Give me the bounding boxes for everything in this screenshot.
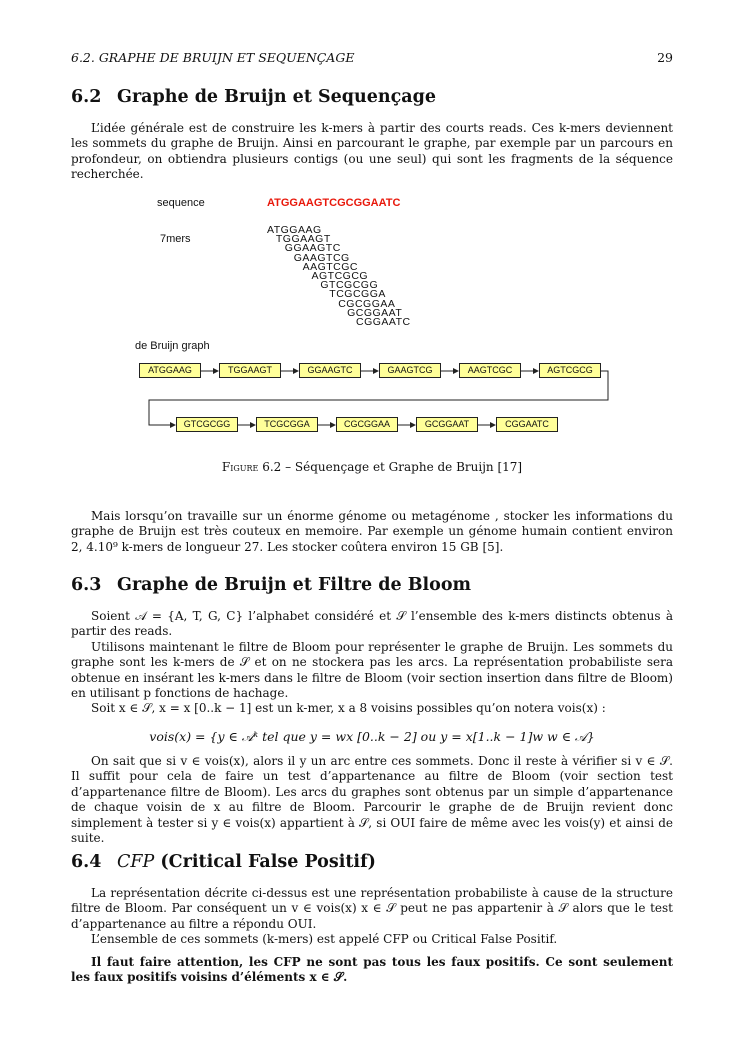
kmer-cgcggaa: CGCGGAA	[338, 297, 396, 310]
running-header-title: 6.2. GRAPHE DE BRUIJN ET SEQUENÇAGE	[71, 50, 355, 65]
section-title: Graphe de Bruijn et Sequençage	[117, 87, 436, 107]
figure-caption	[71, 460, 673, 474]
equation-vois: vois(x) = {y ∈ 𝒜ᵏ tel que y = wx [0..k − 2] ou y = x[1..k − 1]w w ∈ 𝒜}	[149, 729, 595, 744]
graph-node-tcgcgga: TCGCGGA	[256, 417, 318, 432]
paragraph-memory: Mais lorsqu’on travaille sur un énorme génome ou metagénome , stocker les informations du graphe de Bruijn est très couteux en memoire. Par exemple un génome humain contient environ 2, 4.10⁹ k-mers de longueur 27. Les stocker coûtera environ 15 GB [5].	[71, 509, 673, 554]
section-title: Graphe de Bruijn et Filtre de Bloom	[117, 575, 472, 595]
section-title: (Critical False Positif)	[154, 852, 376, 872]
graph-node-cggaatc: CGGAATC	[496, 417, 558, 432]
paragraph-intro: L’idée générale est de construire les k-mers à partir des courts reads. Ces k-mers deviennent les sommets du graphe de Bruijn. Ainsi en parcourant le graphe, par exemple par un parcours en profondeur, on obtiendra plusieurs contigs (ou une seul) qui sont les fragments de la séquence recherchée.	[71, 121, 673, 182]
kmer-tggaagt: TGGAAGT	[275, 233, 331, 246]
sequence-value: ATGGAAGTCGCGGAATC	[267, 197, 401, 209]
paragraph-probabilistic: La représentation décrite ci-dessus est une représentation probabiliste à cause de la structure filtre de Bloom. Par conséquent un v ∈ vois(x) x ∈ 𝒮 peut ne pas appartenir à 𝒮 alors que le test d’appartenance au filtre a répondu OUI.	[71, 886, 673, 931]
section-heading-6-3	[71, 575, 471, 595]
graph-node-cgcggaa: CGCGGAA	[336, 417, 398, 432]
graph-node-atggaag: ATGGAAG	[139, 363, 201, 378]
section-number: 6.4	[71, 852, 102, 872]
section-number: 6.3	[71, 575, 102, 595]
caption-label: Figure 6.2	[221, 460, 282, 474]
caption-text: – Séquençage et Graphe de Bruijn [17]	[281, 460, 523, 474]
kmer-gaagtcg: GAAGTCG	[293, 251, 350, 264]
kmer-tcgcgga: TCGCGGA	[329, 288, 386, 301]
section-heading-6-2	[71, 87, 436, 107]
paragraph-neighbors: Soit x ∈ 𝒮, x = x [0..k − 1] est un k-mer, x a 8 voisins possibles qu’on notera vois(x) :	[91, 701, 606, 715]
graph-node-gaagtcg: GAAGTCG	[379, 363, 441, 378]
paragraph-bloom: Utilisons maintenant le filtre de Bloom pour représenter le graphe de Bruijn. Les sommets du graphe sont les k-mers de 𝒮 et on ne stockera pas les arcs. La représentation probabiliste sera obtenue en insérant les k-mers dans le filtre de Bloom (voir section insertion dans filtre de Bloom) en utilisant p fonctions de hachage.	[71, 640, 673, 701]
graph-node-gcggaat: GCGGAAT	[416, 417, 478, 432]
graph-node-ggaagtc: GGAAGTC	[299, 363, 361, 378]
running-header	[71, 50, 673, 65]
kmer-agtcgcg: AGTCGCG	[311, 270, 369, 282]
kmers-label: 7mers	[160, 233, 191, 245]
graph-node-aagtcgc: AAGTCGC	[459, 363, 521, 378]
graph-node-agtcgcg: AGTCGCG	[539, 363, 601, 378]
kmer-gtcgcgg: GTCGCGG	[320, 279, 379, 292]
sequence-label: sequence	[157, 197, 205, 209]
kmer-ggaagtc: GGAAGTC	[284, 242, 341, 255]
section-number: 6.2	[71, 87, 102, 107]
paragraph-arcs: On sait que si v ∈ vois(x), alors il y un arc entre ces sommets. Donc il reste à vérifier si v ∈ 𝒮. Il suffit pour cela de faire un test d’appartenance au filtre de Bloom (voir section test d’appartenance filtre de Bloom). Les arcs du graphes sont obtenus par un simple d’appartenance de chaque voisin de x au filtre de Bloom. Parcourir le graphe de de Bruijn revient donc simplement à tester si y ∈ vois(x) appartient à 𝒮, si OUI faire de même avec les vois(y) et ainsi de suite.	[71, 754, 673, 846]
graph-node-gtcgcgg: GTCGCGG	[176, 417, 238, 432]
kmer-cggaatc: CGGAATC	[356, 316, 411, 328]
section-heading-6-4	[71, 852, 376, 872]
section-title-math: CFP	[117, 852, 155, 872]
graph-label: de Bruijn graph	[135, 340, 210, 352]
kmer-atggaag: ATGGAAG	[267, 224, 322, 236]
kmer-gcggaat: GCGGAAT	[347, 306, 403, 319]
graph-node-tggaagt: TGGAAGT	[219, 363, 281, 378]
paragraph-cfp-definition: L’ensemble de ces sommets (k-mers) est appelé CFP ou Critical False Positif.	[91, 932, 558, 946]
paragraph-warning: Il faut faire attention, les CFP ne sont pas tous les faux positifs. Ce sont seulement les faux positifs voisins d’éléments x ∈ 𝒮.	[71, 955, 673, 985]
paragraph-alphabet: Soient 𝒜 = {A, T, G, C} l’alphabet considéré et 𝒮 l’ensemble des k-mers distincts obtenus à partir des reads.	[71, 609, 673, 639]
kmer-aagtcgc: AAGTCGC	[302, 260, 359, 273]
page-number: 29	[657, 50, 673, 65]
